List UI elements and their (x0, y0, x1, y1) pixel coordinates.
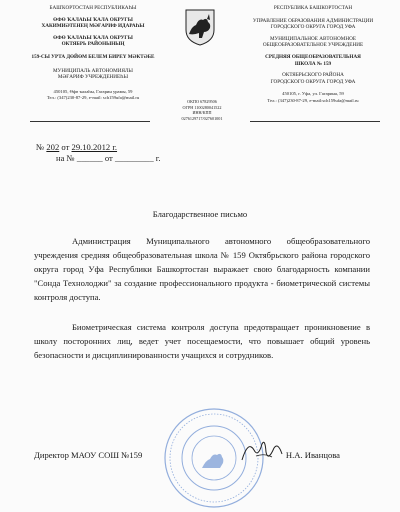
inn-kpp-label: ИНН/КПП (192, 110, 212, 116)
director-name: Н.А. Иванцова (285, 450, 340, 460)
header-left-district-line1: ӨФӨ ҠАЛАҺЫ ҠАЛА ОКРУГЫ (53, 34, 133, 41)
okpo-code: ОКПО 67829506 (187, 99, 217, 104)
director-position: Директор МАОУ СОШ №159 (34, 450, 143, 460)
inn-kpp-code: 0276129717/027601001 (181, 115, 223, 121)
header-right-inst-line1: МУНИЦИПАЛЬНОЕ АВТОНОМНОЕ (270, 35, 356, 42)
incoming-number-line (56, 153, 161, 163)
header-left (18, 5, 168, 102)
header-right-contacts: Тел.: (347)230-87-29, e-mail:sch159ufa@mail.ru (267, 97, 359, 103)
outgoing-number: 202 (46, 142, 60, 152)
header-right-school-line1: СРЕДНЯЯ ОБЩЕОБРАЗОВАТЕЛЬНАЯ (265, 53, 361, 60)
header-left-district-line2: ОКТЯБРЬ РАЙОНЫНЫҢ (61, 41, 125, 48)
year-suffix: г. (155, 153, 161, 163)
header-left-inst-line2: МӘҒАРИФ УЧРЕЖДЕНИЕҺЫ (57, 74, 129, 81)
header-right-address: 450105, г. Уфа, ул. Гагарина, 59 (282, 91, 344, 97)
header-right-inst-line2: ОБЩЕОБРАЗОВАТЕЛЬНОЕ УЧРЕЖДЕНИЕ (262, 42, 364, 49)
number-prefix: № (36, 142, 45, 152)
letter-title: Благодарственное письмо (152, 209, 248, 219)
header-right (232, 5, 394, 105)
header-left-address: 450105, Өфө ҡалаһы, Гагарин урамы, 59 (53, 88, 133, 94)
header-right-district-line2: ГОРОДСКОГО ОКРУГА ГОРОД УФА (270, 78, 356, 85)
on-number-blank: ______ (76, 153, 103, 163)
on-number-prefix: на № (56, 153, 75, 163)
header-right-school-line2: ШКОЛА № 159 (294, 60, 332, 67)
signature-line (34, 450, 370, 460)
outgoing-date: 29.10.2012 г. (71, 142, 118, 152)
header-right-dept-line2: ГОРОДСКОГО ОКРУГА ГОРОД УФА (270, 24, 356, 31)
outgoing-number-line (36, 142, 117, 152)
from-word: от (61, 142, 70, 152)
ogrn-code: ОГРН 1100280041522 (182, 104, 222, 110)
header-divider-right (250, 121, 380, 122)
on-from-word: от (104, 153, 113, 163)
city-crest-icon (184, 8, 216, 46)
header-left-contacts: Тел.: (347)230-87-29, e-mail: sch159ufa@mail.ru (46, 95, 140, 101)
header-left-republic: БАШҠОРТОСТАН РЕСПУБЛИКАҺЫ (49, 5, 137, 11)
header-right-dept-line1: УПРАВЛЕНИЕ ОБРАЗОВАНИЯ АДМИНИСТРАЦИИ (252, 17, 374, 24)
header-left-inst-line1: МУНИЦИПАЛЬ АВТОНОМИЯЛЫ (53, 67, 133, 74)
registration-codes (172, 99, 232, 121)
header-left-dept-line2: ХАКИМИӘТЕНЕҢ МӘҒАРИФ ИДАРАҺЫ (41, 23, 145, 30)
on-date-blank: _________ (114, 153, 154, 163)
body-paragraph-2: Биометрическая система контроля доступа предотвращает проникновение в школу посторонних лиц, ведет учет посещаемости, что повышает общий уровень безопасности и дисциплинированности учащихся и сотрудников. (34, 322, 370, 360)
header-right-district-line1: ОКТЯБРЬСКОГО РАЙОНА (282, 72, 344, 79)
header-right-republic: РЕСПУБЛИКА БАШКОРТОСТАН (273, 5, 353, 11)
header-left-school: 159-СЫ УРТА ДӨЙӨМ БЕЛЕМ БИРЕҮ МӘКТӘБЕ (31, 53, 155, 60)
header-divider-left (30, 121, 150, 122)
body-paragraph-1: Администрация Муниципального автономного общеобразовательного учреждения средняя общеобразовательная школа № 159 Октябрьского района городского округа город Уфа Республики Башкортостан выражает свою благодарность компании "Сонда Технолоджи" за создание профессионального продукта - биометрической системы контроля доступа. (34, 236, 370, 302)
header-left-dept-line1: ӨФӨ ҠАЛАҺЫ ҠАЛА ОКРУГЫ (53, 16, 133, 23)
